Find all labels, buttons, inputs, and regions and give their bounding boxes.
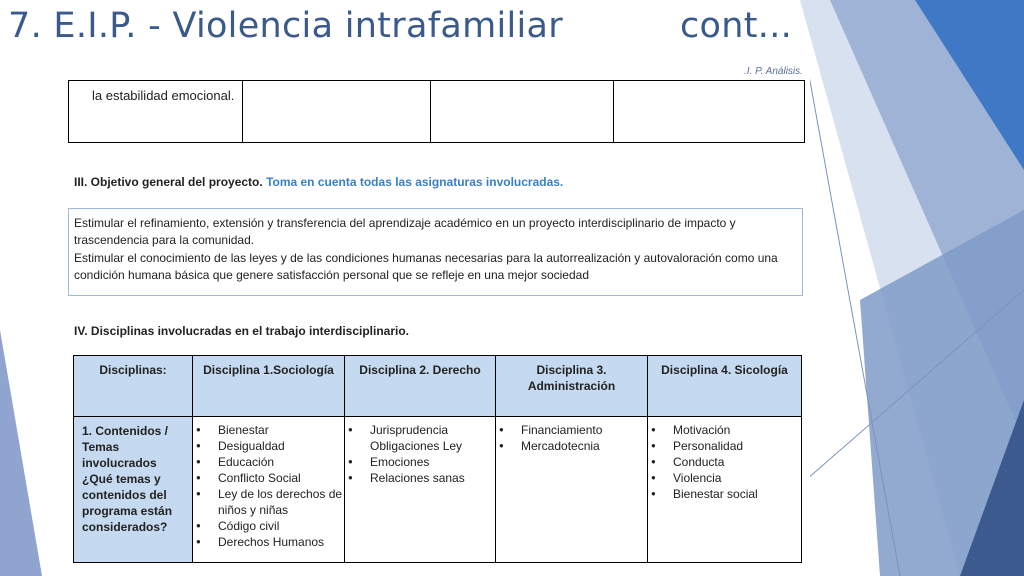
list-item: ● Bienestar social (673, 486, 800, 502)
list-item: ● Conflicto Social (218, 470, 343, 486)
list-item: ● Educación (218, 454, 343, 470)
table-cell-empty (243, 81, 431, 143)
list-item: ● Derechos Humanos (218, 534, 343, 550)
table-cell-empty (431, 81, 614, 143)
left-edge-shape (0, 330, 42, 576)
topic-list (649, 422, 800, 502)
list-item: ● Código civil (218, 518, 343, 534)
table-row (69, 81, 805, 143)
header-discipline-1: Disciplina 1.Sociología (193, 356, 345, 417)
header-discipline-2: Disciplina 2. Derecho (345, 356, 496, 417)
table-header-row (74, 356, 802, 417)
table-row (74, 417, 802, 563)
objective-heading-text: III. Objetivo general del proyecto. (74, 175, 263, 189)
discipline-3-topics (496, 417, 648, 563)
objective-paragraph: Estimular el refinamiento, extensión y transferencia del aprendizaje académico en un proyecto interdisciplinario de impacto y trascendencia para la comunidad. (74, 216, 736, 247)
disciplines-table (73, 355, 802, 563)
slide-title (8, 6, 793, 46)
objective-heading (74, 175, 563, 189)
objective-heading-note: Toma en cuenta todas las asignaturas involucradas. (266, 175, 564, 189)
objective-box (68, 208, 803, 296)
header-discipline-4: Disciplina 4. Sicología (648, 356, 802, 417)
discipline-1-topics (193, 417, 345, 563)
header-discipline-3: Disciplina 3. Administración (496, 356, 648, 417)
table-cell-empty (614, 81, 805, 143)
slide-title-main: 7. E.I.P. - Violencia intrafamiliar (8, 6, 563, 46)
list-item: ● Desigualdad (218, 438, 343, 454)
table-cell: la estabilidad emocional. (69, 81, 243, 143)
topic-list (346, 422, 494, 486)
discipline-2-topics (345, 417, 496, 563)
row-label-contenidos: 1. Contenidos / Temas involucrados ¿Qué temas y contenidos del programa están considerados? (74, 417, 193, 563)
previous-table-fragment (68, 80, 805, 143)
disciplines-heading: IV. Disciplinas involucradas en el trabajo interdisciplinario. (74, 324, 409, 338)
top-note: .I. P. Análisis. (744, 66, 803, 77)
list-item: ● Ley de los derechos de niños y niñas (218, 486, 343, 518)
list-item: ● Financiamiento (521, 422, 646, 438)
list-item: ● Motivación (673, 422, 800, 438)
objective-paragraph: Estimular el conocimiento de las leyes y de las condiciones humanas necesarias para la autorrealización y autovaloración como una condición humana básica que genere satisfacción personal que se refleje en una mejor sociedad (74, 251, 778, 282)
list-item: ● Jurisprudencia Obligaciones Ley (370, 422, 494, 454)
list-item: ● Violencia (673, 470, 800, 486)
list-item: ● Bienestar (218, 422, 343, 438)
list-item: ● Relaciones sanas (370, 470, 494, 486)
discipline-4-topics (648, 417, 802, 563)
topic-list (497, 422, 646, 454)
slide-title-cont: cont... (680, 6, 793, 46)
list-item: ● Emociones (370, 454, 494, 470)
topic-list (194, 422, 343, 550)
list-item: ● Mercadotecnia (521, 438, 646, 454)
list-item: ● Conducta (673, 454, 800, 470)
header-disciplinas: Disciplinas: (74, 356, 193, 417)
document-page (62, 58, 810, 576)
list-item: ● Personalidad (673, 438, 800, 454)
